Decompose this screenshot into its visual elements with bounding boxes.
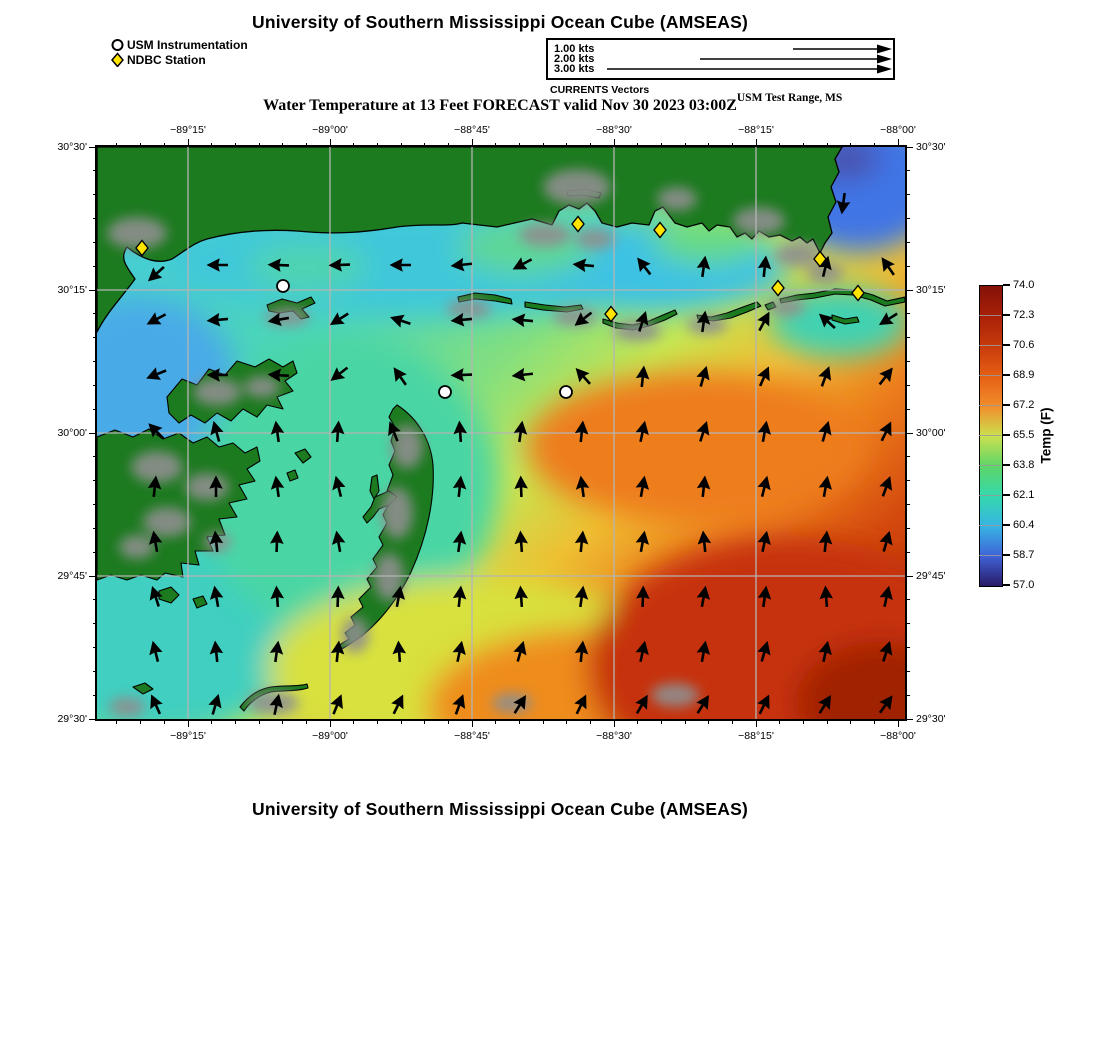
- colorbar-tick: [1003, 464, 1010, 466]
- y-tick-label-left: 30°30': [57, 141, 87, 153]
- colorbar-tick-label: 63.8: [1013, 458, 1035, 471]
- axis-tick: [874, 143, 875, 148]
- colorbar-tick-label: 57.0: [1013, 578, 1035, 591]
- axis-tick: [306, 143, 307, 148]
- axis-tick: [905, 242, 910, 243]
- x-tick-label-bottom: −88°15': [738, 730, 774, 742]
- colorbar-gridline: [979, 525, 1001, 526]
- axis-tick: [905, 528, 910, 529]
- axis-tick: [519, 719, 520, 724]
- axis-tick: [89, 719, 97, 720]
- axis-tick: [590, 143, 591, 148]
- axis-tick: [905, 504, 910, 505]
- axis-tick: [756, 139, 757, 147]
- axis-tick: [282, 719, 283, 724]
- axis-tick: [93, 695, 98, 696]
- axis-tick: [905, 290, 913, 291]
- axis-tick: [306, 719, 307, 724]
- axis-tick: [905, 218, 910, 219]
- axis-tick: [905, 456, 910, 457]
- axis-tick: [89, 576, 97, 577]
- axis-tick: [330, 139, 331, 147]
- vec-label-2kt: 2.00 kts: [554, 53, 595, 65]
- colorbar-gridline: [979, 405, 1001, 406]
- vec-label-3kt: 3.00 kts: [554, 63, 595, 75]
- currents-legend-box: [546, 38, 895, 80]
- axis-tick: [282, 143, 283, 148]
- axis-tick: [590, 719, 591, 724]
- axis-tick: [377, 719, 378, 724]
- axis-tick: [188, 139, 189, 147]
- axis-tick: [495, 719, 496, 724]
- axis-tick: [89, 147, 97, 148]
- colorbar-tick: [1003, 374, 1010, 376]
- axis-tick: [566, 143, 567, 148]
- axis-tick: [905, 170, 910, 171]
- axis-tick: [211, 719, 212, 724]
- axis-tick: [93, 671, 98, 672]
- colorbar-tick: [1003, 554, 1010, 556]
- axis-tick: [779, 143, 780, 148]
- legend-row-usm: [110, 37, 248, 52]
- axis-tick: [614, 139, 615, 147]
- axis-tick: [898, 719, 899, 727]
- axis-tick: [519, 143, 520, 148]
- axis-tick: [259, 719, 260, 724]
- vector-scale-arrows: [548, 40, 893, 78]
- axis-tick: [164, 719, 165, 724]
- colorbar-tick: [1003, 584, 1010, 586]
- axis-tick: [259, 143, 260, 148]
- x-tick-label-top: −88°15': [738, 124, 774, 136]
- legend-label-usm: USM Instrumentation: [127, 37, 248, 52]
- axis-tick: [93, 170, 98, 171]
- axis-tick: [779, 719, 780, 724]
- axis-tick: [211, 143, 212, 148]
- colorbar-gridline: [979, 345, 1001, 346]
- x-tick-label-top: −89°00': [312, 124, 348, 136]
- x-tick-label-top: −88°30': [596, 124, 632, 136]
- colorbar-title: Temp (F): [1038, 407, 1054, 464]
- axis-tick: [803, 143, 804, 148]
- axis-tick: [905, 409, 910, 410]
- axis-tick: [188, 719, 189, 727]
- axis-tick: [116, 719, 117, 724]
- x-tick-label-top: −88°45': [454, 124, 490, 136]
- colorbar-tick: [1003, 494, 1010, 496]
- colorbar-tick: [1003, 344, 1010, 346]
- axis-tick: [93, 409, 98, 410]
- axis-tick: [89, 290, 97, 291]
- usm-instrument-circle-icon: [560, 386, 572, 398]
- axis-tick: [905, 695, 910, 696]
- axis-tick: [93, 266, 98, 267]
- colorbar-tick-label: 67.2: [1013, 398, 1035, 411]
- map-plot: [97, 147, 905, 719]
- x-tick-label-bottom: −89°00': [312, 730, 348, 742]
- marker-legend: [110, 37, 248, 67]
- axis-tick: [905, 719, 913, 720]
- y-tick-label-right: 30°30': [916, 141, 946, 153]
- y-tick-label-right: 29°30': [916, 713, 946, 725]
- colorbar-gridline: [979, 465, 1001, 466]
- axis-tick: [756, 719, 757, 727]
- diamond-icon: [110, 52, 125, 67]
- axis-tick: [93, 385, 98, 386]
- axis-tick: [905, 623, 910, 624]
- axis-tick: [93, 337, 98, 338]
- y-tick-label-right: 30°15': [916, 284, 946, 296]
- y-tick-label-left: 30°00': [57, 427, 87, 439]
- axis-tick: [93, 528, 98, 529]
- x-tick-label-bottom: −88°45': [454, 730, 490, 742]
- colorbar-gridline: [979, 495, 1001, 496]
- colorbar-tick: [1003, 314, 1010, 316]
- axis-tick: [495, 143, 496, 148]
- axis-tick: [732, 719, 733, 724]
- axis-tick: [905, 433, 913, 434]
- axis-tick: [377, 143, 378, 148]
- axis-tick: [93, 456, 98, 457]
- axis-tick: [637, 719, 638, 724]
- axis-tick: [116, 143, 117, 148]
- axis-tick: [905, 480, 910, 481]
- y-tick-label-left: 29°30': [57, 713, 87, 725]
- axis-tick: [235, 719, 236, 724]
- axis-tick: [448, 719, 449, 724]
- axis-tick: [472, 139, 473, 147]
- axis-tick: [874, 719, 875, 724]
- axis-tick: [472, 719, 473, 727]
- axis-tick: [401, 143, 402, 148]
- axis-tick: [93, 599, 98, 600]
- axis-tick: [353, 143, 354, 148]
- axis-tick: [827, 143, 828, 148]
- colorbar: [979, 285, 1003, 587]
- vec-label-1kt: 1.00 kts: [554, 43, 595, 55]
- y-tick-label-right: 29°45': [916, 570, 946, 582]
- axis-tick: [827, 719, 828, 724]
- colorbar-tick-label: 74.0: [1013, 278, 1035, 291]
- x-tick-label-bottom: −89°15': [170, 730, 206, 742]
- axis-tick: [93, 552, 98, 553]
- axis-tick: [850, 143, 851, 148]
- axis-tick: [905, 385, 910, 386]
- axis-tick: [93, 480, 98, 481]
- colorbar-tick: [1003, 284, 1010, 286]
- axis-tick: [424, 719, 425, 724]
- axis-tick: [89, 433, 97, 434]
- axis-tick: [661, 143, 662, 148]
- axis-tick: [685, 719, 686, 724]
- axis-tick: [93, 313, 98, 314]
- axis-tick: [93, 194, 98, 195]
- axis-tick: [424, 143, 425, 148]
- colorbar-tick-label: 60.4: [1013, 518, 1035, 531]
- axis-tick: [803, 719, 804, 724]
- axis-tick: [850, 719, 851, 724]
- axis-tick: [93, 623, 98, 624]
- colorbar-tick: [1003, 524, 1010, 526]
- x-tick-label-top: −88°00': [880, 124, 916, 136]
- colorbar-tick-label: 58.7: [1013, 548, 1035, 561]
- axis-tick: [905, 647, 910, 648]
- legend-row-ndbc: [110, 52, 248, 67]
- y-tick-label-left: 30°15': [57, 284, 87, 296]
- map-frame: [95, 145, 907, 721]
- usm-instrument-circle-icon: [277, 280, 289, 292]
- colorbar-tick-label: 65.5: [1013, 428, 1035, 441]
- axis-tick: [140, 719, 141, 724]
- axis-tick: [905, 599, 910, 600]
- colorbar-tick: [1003, 404, 1010, 406]
- axis-tick: [93, 242, 98, 243]
- axis-tick: [905, 266, 910, 267]
- map-subtitle: [0, 92, 1000, 115]
- axis-tick: [905, 194, 910, 195]
- colorbar-gridline: [979, 315, 1001, 316]
- colorbar-tick-label: 68.9: [1013, 368, 1035, 381]
- axis-tick: [905, 671, 910, 672]
- colorbar-gridline: [979, 555, 1001, 556]
- axis-tick: [708, 143, 709, 148]
- axis-tick: [905, 337, 910, 338]
- legend-label-ndbc: NDBC Station: [127, 52, 206, 67]
- axis-tick: [637, 143, 638, 148]
- colorbar-tick-label: 72.3: [1013, 308, 1035, 321]
- x-tick-label-bottom: −88°30': [596, 730, 632, 742]
- axis-tick: [543, 143, 544, 148]
- axis-tick: [140, 143, 141, 148]
- circle-icon: [110, 37, 125, 52]
- currents-caption: CURRENTS Vectors: [550, 84, 650, 96]
- axis-tick: [93, 218, 98, 219]
- axis-tick: [898, 139, 899, 147]
- axis-tick: [543, 719, 544, 724]
- axis-tick: [905, 552, 910, 553]
- axis-tick: [93, 504, 98, 505]
- colorbar-tick: [1003, 434, 1010, 436]
- subtitle-text: Water Temperature at 13 Feet FORECAST valid Nov 30 2023 03:00Z: [263, 97, 737, 114]
- axis-tick: [235, 143, 236, 148]
- x-tick-label-top: −89°15': [170, 124, 206, 136]
- usm-instrument-circle-icon: [439, 386, 451, 398]
- axis-tick: [732, 143, 733, 148]
- x-tick-label-bottom: −88°00': [880, 730, 916, 742]
- subtitle-superscript: USM Test Range, MS: [736, 92, 843, 104]
- axis-tick: [905, 576, 913, 577]
- axis-tick: [708, 719, 709, 724]
- colorbar-tick-label: 62.1: [1013, 488, 1035, 501]
- axis-tick: [905, 361, 910, 362]
- axis-tick: [661, 719, 662, 724]
- axis-tick: [93, 647, 98, 648]
- axis-tick: [448, 143, 449, 148]
- page-title-bottom: University of Southern Mississippi Ocean Cube (AMSEAS): [251, 799, 749, 819]
- axis-tick: [905, 147, 913, 148]
- axis-tick: [93, 361, 98, 362]
- axis-tick: [353, 719, 354, 724]
- axis-tick: [685, 143, 686, 148]
- axis-tick: [905, 313, 910, 314]
- axis-tick: [164, 143, 165, 148]
- page-title: University of Southern Mississippi Ocean Cube (AMSEAS): [251, 12, 749, 32]
- axis-tick: [401, 719, 402, 724]
- axis-tick: [614, 719, 615, 727]
- axis-tick: [330, 719, 331, 727]
- y-tick-label-right: 30°00': [916, 427, 946, 439]
- colorbar-gridline: [979, 375, 1001, 376]
- colorbar-tick-label: 70.6: [1013, 338, 1035, 351]
- y-tick-label-left: 29°45': [57, 570, 87, 582]
- axis-tick: [566, 719, 567, 724]
- colorbar-gridline: [979, 435, 1001, 436]
